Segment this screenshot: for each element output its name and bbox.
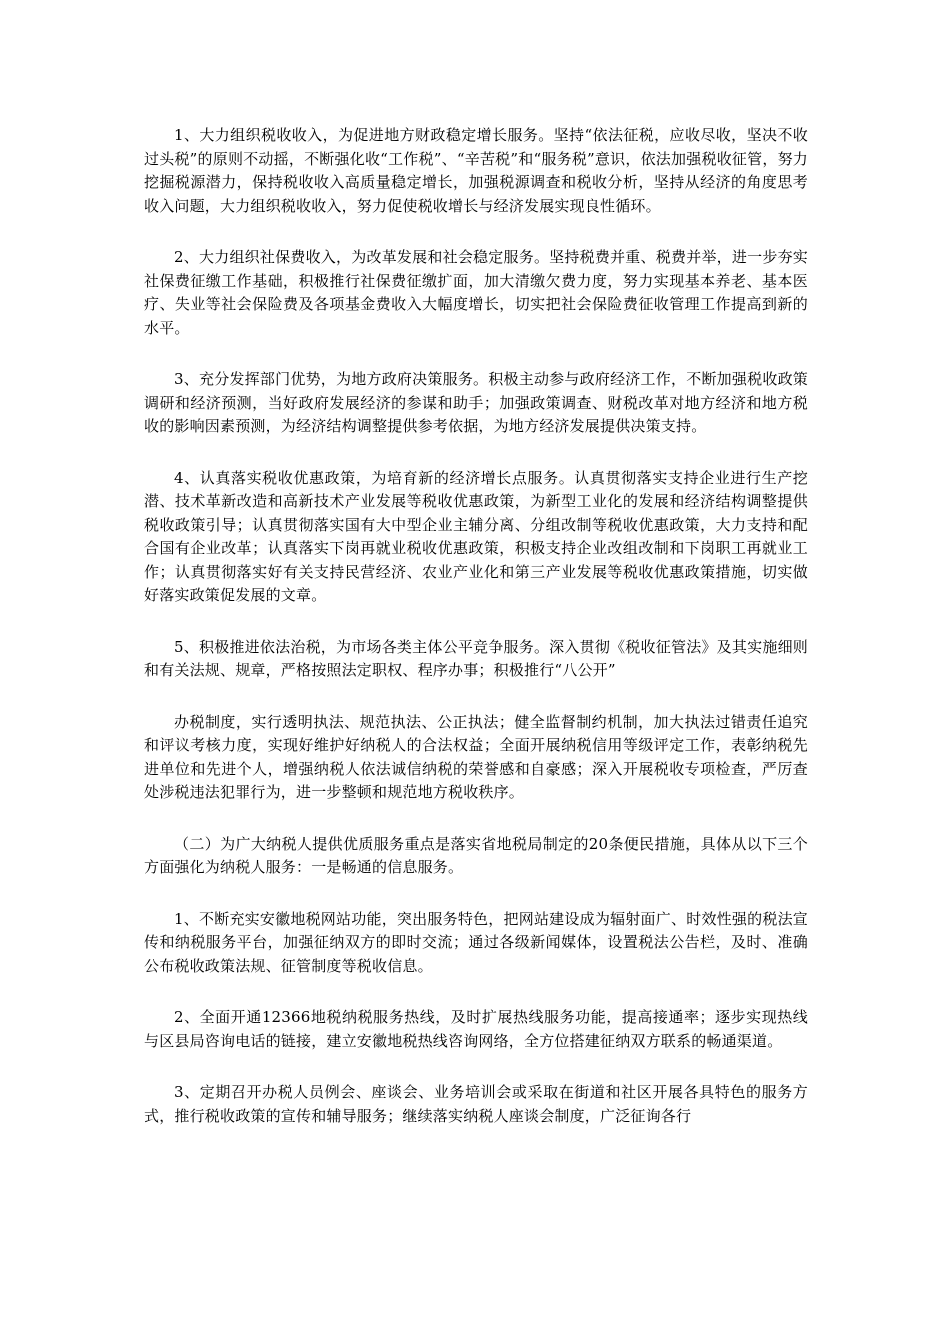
document-body: [144, 124, 808, 1156]
paragraph-6: 办税制度，实行透明执法、规范执法、公正执法；健全监督制约机制，加大执法过错责任追究和评议考核力度，实现好维护好纳税人的合法权益；全面开展纳税信用等级评定工作，表彰纳税先进单位和先进个人，增强纳税人依法诚信纳税的荣誉感和自豪感；深入开展税收专项检查，严厉查处涉税违法犯罪行为，进一步整顿和规范地方税收秩序。: [144, 712, 808, 801]
paragraph-3: 3、充分发挥部门优势，为地方政府决策服务。积极主动参与政府经济工作，不断加强税收政策调研和经济预测，当好政府发展经济的参谋和助手；加强政策调查、财税改革对地方经济和地方税收的影响因素预测，为经济结构调整提供参考依据，为地方经济发展提供决策支持。: [144, 370, 808, 435]
paragraph-1: 1、大力组织税收收入，为促进地方财政稳定增长服务。坚持“依法征税，应收尽收，坚决不收过头税”的原则不动摇，不断强化收“工作税”、“辛苦税”和“服务税”意识，依法加强税收征管，努力挖掘税源潜力，保持税收收入高质量稳定增长，加强税源调查和税收分析，坚持从经济的角度思考收入问题，大力组织税收收入，努力促使税收增长与经济发展实现良性循环。: [144, 126, 808, 215]
paragraph-5: 5、积极推进依法治税，为市场各类主体公平竞争服务。深入贯彻《税收征管法》及其实施细则和有关法规、规章，严格按照法定职权、程序办事；积极推行“八公开”: [144, 637, 808, 679]
paragraph-2: 2、大力组织社保费收入，为改革发展和社会稳定服务。坚持税费并重、税费并举，进一步夯实社保费征缴工作基础，积极推行社保费征缴扩面，加大清缴欠费力度，努力实现基本养老、基本医疗、失业等社会保险费及各项基金费收入大幅度增长，切实把社会保险费征收管理工作提高到新的水平。: [144, 248, 808, 337]
paragraph-7: （二）为广大纳税人提供优质服务重点是落实省地税局制定的20条便民措施，具体从以下三个方面强化为纳税人服务：一是畅通的信息服务。: [144, 834, 808, 876]
paragraph-8: 1、不断充实安徽地税网站功能，突出服务特色，把网站建设成为辐射面广、时效性强的税法宣传和纳税服务平台，加强征纳双方的即时交流；通过各级新闻媒体，设置税法公告栏，及时、准确公布税收政策法规、征管制度等税收信息。: [144, 909, 808, 975]
paragraph-9: 2、全面开通12366地税纳税服务热线，及时扩展热线服务功能，提高接通率；逐步实现热线与区县局咨询电话的链接，建立安徽地税热线咨询网络，全方位搭建征纳双方联系的畅通渠道。: [144, 1008, 808, 1050]
paragraph-4: 4、认真落实税收优惠政策，为培育新的经济增长点服务。认真贯彻落实支持企业进行生产挖潜、技术革新改造和高新技术产业发展等税收优惠政策，为新型工业化的发展和经济结构调整提供税收政策引导；认真贯彻落实国有大中型企业主辅分离、分组改制等税收优惠政策，大力支持和配合国有企业改革；认真落实下岗再就业税收优惠政策，积极支持企业改组改制和下岗职工再就业工作；认真贯彻落实好有关支持民营经济、农业产业化和第三产业发展等税收优惠政策措施，切实做好落实政策促发展的文章。: [144, 468, 808, 604]
paragraph-10: 3、定期召开办税人员例会、座谈会、业务培训会或采取在街道和社区开展各具特色的服务方式，推行税收政策的宣传和辅导服务；继续落实纳税人座谈会制度，广泛征询各行: [144, 1083, 808, 1125]
